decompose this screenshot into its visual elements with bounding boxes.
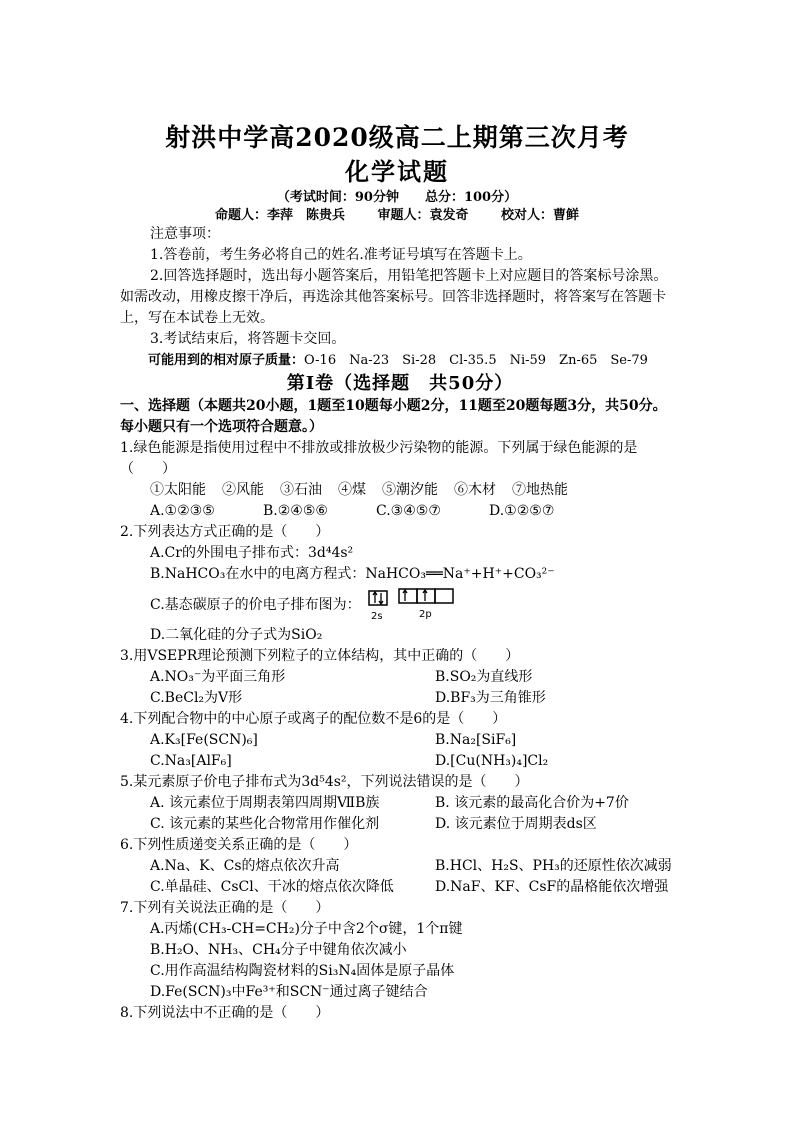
q5-option-c: C. 该元素的某些化合物常用作催化剂	[150, 816, 380, 832]
part1-title: 第Ⅰ卷（选择题 共50分）	[286, 373, 514, 394]
q6-row-1	[120, 856, 680, 877]
q3-option-b: B.SO₂为直线形	[435, 669, 533, 685]
q2-stem: 2.下列表达方式正确的是（ ）	[120, 524, 330, 540]
setter: 命题人：李萍 陈贵兵	[214, 208, 345, 223]
q1-item: ⑦地热能	[512, 482, 568, 498]
q7-option-a: A.丙烯(CH₃-CH=CH₂)分子中含2个σ键，1个π键	[150, 921, 463, 937]
q5-option-d: D. 该元素位于周期表ds区	[435, 816, 597, 832]
q1-option-c: C.③④⑤⑦	[376, 503, 441, 519]
section-heading: 一、选择题（本题共20小题，1题至10题每小题2分，11题至20题每题3分，共50分。每小题只有一个选项符合题意。）	[120, 398, 667, 435]
q5-row-1	[120, 793, 680, 814]
q1-option-d: D.①②⑤⑦	[489, 503, 555, 519]
notice-item-3: 3.考试结束后，将答题卡交回。	[150, 331, 346, 347]
q6-row-2	[120, 877, 680, 898]
exam-title: 射洪中学高2020级高二上期第三次月考	[165, 123, 629, 152]
q7-option-b: B.H₂O、NH₃、CH₄分子中键角依次减小	[150, 942, 407, 958]
q1-item: ①太阳能	[150, 482, 206, 498]
exam-body	[120, 224, 680, 1024]
q6-option-a: A.Na、K、Cs的熔点依次升高	[150, 858, 340, 874]
q1-options	[120, 501, 680, 522]
q2-option-a: A.Cr的外围电子排布式：3d⁴4s²	[150, 545, 354, 561]
notice-item-1: 1.答卷前，考生务必将自己的姓名.准考证号填写在答题卡上。	[150, 247, 532, 263]
q2-option-d: D.二氧化硅的分子式为SiO₂	[150, 627, 323, 643]
q1-item: ③石油	[280, 482, 322, 498]
q1-option-a: A.①②③⑤	[150, 503, 215, 519]
q3-stem: 3.用VSEPR理论预测下列粒子的立体结构，其中正确的（ ）	[120, 648, 520, 664]
q4-option-b: B.Na₂[SiF₆]	[435, 732, 517, 748]
notice-heading: 注意事项：	[150, 226, 220, 242]
q1-stem: 1.绿色能源是指使用过程中不排放或排放极少污染物的能源。下列属于绿色能源的是（ ）	[120, 440, 638, 477]
q7-option-d: D.Fe(SCN)₃中Fe³⁺和SCN⁻通过离子键结合	[150, 984, 428, 1000]
q1-item: ⑥木材	[454, 482, 496, 498]
orbital-label-2s: 2s	[370, 611, 383, 622]
q7-stem: 7.下列有关说法正确的是（ ）	[120, 900, 330, 916]
q2-option-c	[120, 585, 680, 625]
q1-item: ②风能	[222, 482, 264, 498]
orbital-label-2p: 2p	[418, 609, 432, 620]
proofreader: 校对人：曹鲜	[501, 208, 580, 223]
exam-subtitle: 化学试题	[345, 157, 449, 186]
q5-option-a: A. 该元素位于周期表第四周期ⅦB族	[150, 795, 380, 811]
q6-option-b: B.HCl、H₂S、PH₃的还原性依次减弱	[435, 858, 672, 874]
q4-stem: 4.下列配合物中的中心原子或离子的配位数不是6的是（ ）	[120, 711, 507, 727]
q1-item: ④煤	[338, 482, 366, 498]
q4-option-a: A.K₃[Fe(SCN)₆]	[150, 732, 258, 748]
q4-row-1	[120, 730, 680, 751]
orbital-diagram-icon	[367, 588, 459, 622]
atomic-masses-label: 可能用到的相对原子质量：	[148, 353, 305, 368]
exam-info: （考试时间：90分钟 总分：100分）	[276, 190, 518, 205]
q8-stem: 8.下列说法中不正确的是（ ）	[120, 1005, 330, 1021]
q5-option-b: B. 该元素的最高化合价为+7价	[435, 795, 629, 811]
q6-option-c: C.单晶硅、CsCl、干冰的熔点依次降低	[150, 879, 394, 895]
q1-item: ⑤潮汐能	[382, 482, 438, 498]
reviewer: 审题人：袁发奇	[377, 208, 469, 223]
q5-row-2	[120, 814, 680, 835]
q3-option-d: D.BF₃为三角锥形	[435, 690, 546, 706]
notice-item-2: 2.回答选择题时，选出每小题答案后，用铅笔把答题卡上对应题目的答案标号涂黑。如需改动，用橡皮擦干净后，再选涂其他答案标号。回答非选择题时，将答案写在答题卡上，写在本试卷上无效。	[120, 268, 668, 326]
q1-option-b: B.②④⑤⑥	[263, 503, 328, 519]
q1-items	[120, 480, 680, 501]
q3-row-2	[120, 688, 680, 709]
q4-row-2	[120, 751, 680, 772]
q4-option-c: C.Na₃[AlF₆]	[150, 753, 232, 769]
q2-option-c-text: C.基态碳原子的价电子排布图为：	[150, 596, 361, 613]
q3-row-1	[120, 667, 680, 688]
q3-option-a: A.NO₃⁻为平面三角形	[150, 669, 286, 685]
q3-option-c: C.BeCl₂为V形	[150, 690, 243, 706]
q5-stem: 5.某元素原子价电子排布式为3d⁵4s²，下列说法错误的是（ ）	[120, 774, 529, 790]
q6-stem: 6.下列性质递变关系正确的是（ ）	[120, 837, 358, 853]
q2-option-b: B.NaHCO₃在水中的电离方程式：NaHCO₃══Na⁺+H⁺+CO₃²⁻	[150, 566, 555, 582]
q4-option-d: D.[Cu(NH₃)₄]Cl₂	[435, 753, 549, 769]
q7-option-c: C.用作高温结构陶瓷材料的Si₃N₄固体是原子晶体	[150, 963, 455, 979]
exam-staff	[0, 204, 794, 223]
atomic-masses: O-16 Na-23 Si-28 Cl-35.5 Ni-59 Zn-65 Se-79	[304, 353, 648, 368]
q6-option-d: D.NaF、KF、CsF的晶格能依次增强	[435, 879, 669, 895]
atomic-masses-line	[120, 350, 680, 371]
